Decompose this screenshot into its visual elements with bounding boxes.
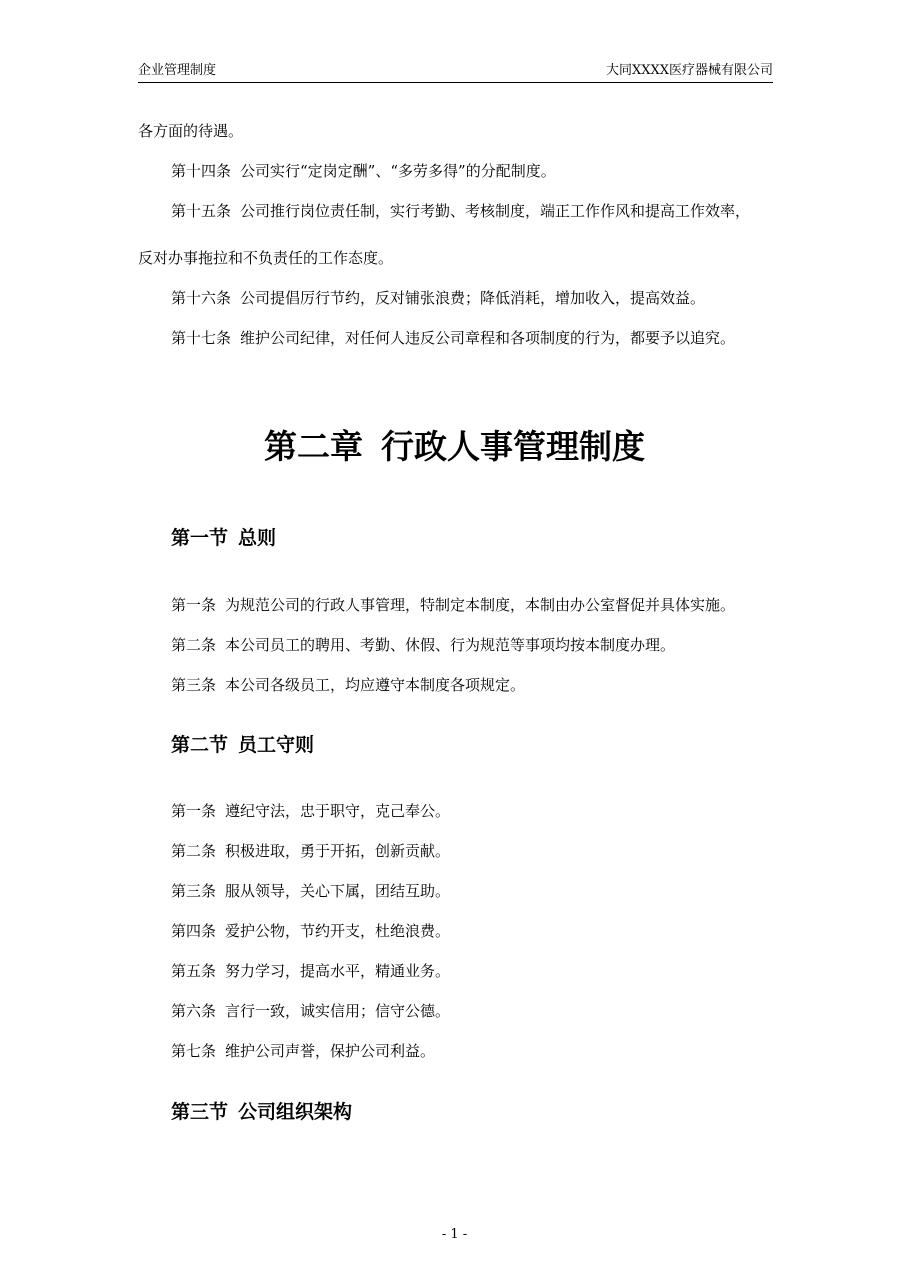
section2-article-5 — [171, 960, 450, 982]
article-label: 第六条 — [171, 1002, 217, 1020]
section2-article-2 — [171, 840, 450, 862]
article-label: 第一条 — [171, 596, 217, 614]
section-name: 员工守则 — [238, 734, 315, 756]
article-text: 公司提倡厉行节约，反对铺张浪费；降低消耗，增加收入，提高效益。 — [240, 289, 706, 307]
article-label: 第七条 — [171, 1042, 217, 1060]
article-text: 公司实行“定岗定酬”、“多劳多得”的分配制度。 — [240, 162, 556, 180]
article-text: 本公司各级员工，均应遵守本制度各项规定。 — [225, 676, 526, 694]
article-label: 第五条 — [171, 962, 217, 980]
article-label: 第四条 — [171, 922, 217, 940]
header-doc-title: 企业管理制度 — [138, 63, 217, 78]
section2-article-3 — [171, 880, 450, 902]
article-label: 第三条 — [171, 882, 217, 900]
article-text: 遵纪守法，忠于职守，克己奉公。 — [225, 802, 451, 820]
article-16 — [171, 287, 705, 309]
section1-article-3 — [171, 674, 525, 696]
article-text: 服从领导，关心下属，团结互助。 — [225, 882, 451, 900]
section1-article-2 — [171, 634, 675, 656]
article-text: 公司推行岗位责任制，实行考勤、考核制度，端正工作作风和提高工作效率， — [240, 202, 751, 220]
page-number: - 1 - — [441, 1227, 468, 1242]
page-header — [138, 62, 773, 83]
article-17 — [171, 327, 735, 349]
article-label: 第十六条 — [171, 289, 232, 307]
article-text: 维护公司声誉，保护公司利益。 — [225, 1042, 436, 1060]
section2-article-7 — [171, 1040, 435, 1062]
article-text: 言行一致，诚实信用；信守公德。 — [225, 1002, 451, 1020]
article-text: 爱护公物，节约开支，杜绝浪费。 — [225, 922, 451, 940]
section1-article-1 — [171, 594, 735, 616]
article-label: 第十七条 — [171, 329, 232, 347]
section-name: 公司组织架构 — [238, 1101, 353, 1123]
section-title-org-structure — [171, 1098, 352, 1126]
article-text: 为规范公司的行政人事管理，特制定本制度，本制由办公室督促并具体实施。 — [225, 596, 736, 614]
chapter-title — [0, 424, 909, 470]
chapter-number: 第二章 — [264, 427, 363, 466]
section-number: 第一节 — [171, 527, 229, 549]
section2-article-1 — [171, 800, 450, 822]
article-text: 积极进取，勇于开拓，创新贡献。 — [225, 842, 451, 860]
article-label: 第十五条 — [171, 202, 232, 220]
chapter-name: 行政人事管理制度 — [381, 427, 645, 466]
section2-article-4 — [171, 920, 450, 942]
article-text: 本公司员工的聘用、考勤、休假、行为规范等事项均按本制度办理。 — [225, 636, 676, 654]
section-title-code-of-conduct — [171, 731, 314, 759]
article-text: 努力学习，提高水平，精通业务。 — [225, 962, 451, 980]
section-title-general — [171, 524, 276, 552]
section-number: 第三节 — [171, 1101, 229, 1123]
section2-article-6 — [171, 1000, 450, 1022]
article-label: 第一条 — [171, 802, 217, 820]
header-company-name: 大同XXXX医疗器械有限公司 — [605, 63, 773, 78]
section-name: 总则 — [238, 527, 277, 549]
article-label: 第二条 — [171, 842, 217, 860]
article-15-continuation: 反对办事拖拉和不负责任的工作态度。 — [138, 249, 394, 267]
article-label: 第二条 — [171, 636, 217, 654]
article-15 — [171, 200, 750, 222]
section-number: 第二节 — [171, 734, 229, 756]
article-label: 第三条 — [171, 676, 217, 694]
article-label: 第十四条 — [171, 162, 232, 180]
paragraph-continuation: 各方面的待遇。 — [138, 122, 244, 140]
article-14 — [171, 160, 556, 182]
article-text: 维护公司纪律，对任何人违反公司章程和各项制度的行为，都要予以追究。 — [240, 329, 736, 347]
